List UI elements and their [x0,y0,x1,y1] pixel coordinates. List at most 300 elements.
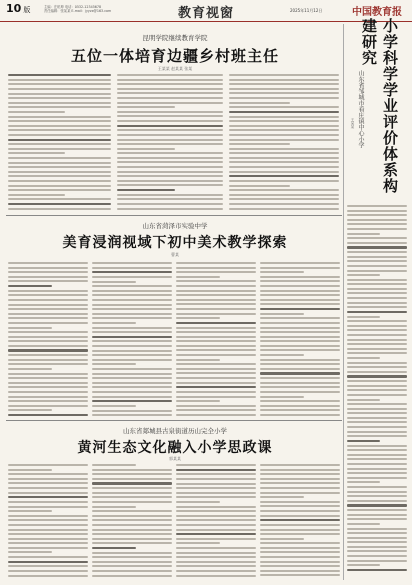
text-line [347,417,407,419]
text-line [260,492,340,494]
text-line [92,487,172,489]
text-line [347,219,407,221]
text-line [176,409,256,411]
text-line [8,148,111,150]
text-line [176,469,256,471]
text-line [176,547,256,549]
article-4-kicker: 山东省邹城市看庄镇中心小学 [357,70,364,148]
text-line [347,214,407,216]
text-line [8,267,88,269]
text-line [92,410,172,412]
text-line [260,271,304,273]
text-line [8,349,88,351]
text-line [347,509,407,511]
text-line [92,515,172,517]
text-line [347,316,380,318]
text-line [347,325,407,327]
article-1-column-1 [8,74,111,214]
text-line [229,161,339,163]
divider [343,24,344,580]
text-line [260,303,340,305]
text-line [8,208,111,210]
article-1-title: 五位一体培育边疆乡村班主任 [70,47,279,65]
text-line [8,478,88,480]
text-line [260,368,340,370]
text-line [347,504,407,506]
text-line [8,409,52,411]
text-line [260,551,340,553]
text-line [92,308,172,310]
text-line [8,331,88,333]
text-line [176,308,256,310]
text-line [260,290,340,292]
text-line [260,542,340,544]
text-line [176,299,256,301]
text-line [8,542,88,544]
text-line [347,477,407,479]
text-line [8,377,88,379]
text-line [260,299,340,301]
text-line [229,171,339,173]
text-line [260,285,340,287]
text-line [176,345,256,347]
text-line [229,106,339,108]
text-line [92,496,172,498]
text-line [260,469,340,471]
article-2-column-4 [260,262,340,417]
page-header [0,0,412,22]
text-line [92,377,172,379]
text-line [176,506,256,508]
text-line [347,283,407,285]
text-line [347,246,407,248]
text-line [347,233,380,235]
text-line [8,152,65,154]
text-line [229,120,339,122]
text-line [176,377,256,379]
text-line [176,280,256,282]
text-line [8,180,111,182]
text-line [8,271,88,273]
text-line [176,317,220,319]
text-line [117,198,223,200]
text-line [229,92,339,94]
text-line [260,322,340,324]
text-line [8,139,111,141]
text-line [8,473,88,475]
text-line [117,125,223,127]
text-line [8,400,88,402]
text-line [8,510,52,512]
text-line [176,524,256,526]
text-line [117,111,223,113]
text-line [8,575,88,577]
text-line [8,482,88,484]
text-line [260,565,340,567]
text-line [260,478,340,480]
text-line [347,270,407,272]
text-line [260,496,304,498]
text-line [92,501,172,503]
text-line [176,368,256,370]
text-line [8,198,111,200]
text-line [8,143,111,145]
text-line [347,302,407,304]
text-line [92,570,172,572]
text-line [347,399,380,401]
text-line [176,464,256,466]
text-line [347,426,407,428]
text-line [92,327,172,329]
text-line [8,501,88,503]
text-line [8,496,88,498]
text-line [347,403,407,405]
text-line [176,363,256,365]
text-line [347,343,407,345]
text-line [229,88,339,90]
text-line [92,281,136,283]
text-line [8,519,88,521]
text-line [347,352,407,354]
text-line [347,279,407,281]
text-line [347,223,407,225]
text-line [8,386,88,388]
text-line [229,74,339,76]
text-line [229,166,339,168]
text-line [117,166,223,168]
text-line [8,556,88,558]
text-line [347,514,407,516]
text-line [176,487,256,489]
text-line [229,194,339,196]
text-line [176,271,256,273]
text-line [92,542,172,544]
text-line [347,445,407,447]
text-line [92,317,172,319]
page-number: 10 版 [6,2,31,15]
text-line [176,331,256,333]
text-line [117,157,223,159]
article-1-column-2 [117,74,223,214]
text-line [347,481,380,483]
text-line [92,340,172,342]
text-line [92,299,172,301]
text-line [8,414,88,416]
text-line [347,528,407,530]
text-line [347,495,407,497]
text-line [176,533,256,535]
text-line [117,79,223,81]
text-line [176,478,256,480]
editor-info: 主编：庄乾坤 电话：0532-12345678 责任编辑：张某某 E-mail：jyyzx@163.com [44,5,112,13]
text-line [260,529,340,531]
text-line [260,313,304,315]
text-line [8,171,111,173]
article-3-byline: 郭某某 [169,456,181,461]
text-line [92,414,172,416]
text-line [347,532,407,534]
text-line [92,336,172,338]
text-line [347,550,407,552]
text-line [260,276,340,278]
text-line [8,106,111,108]
text-line [117,184,223,186]
text-line [176,336,256,338]
text-line [347,292,407,294]
text-line [8,340,88,342]
text-line [260,396,304,398]
text-line [176,565,256,567]
text-line [8,561,88,563]
text-line [117,92,223,94]
text-line [347,472,407,474]
text-line [92,290,172,292]
text-line [347,523,380,525]
text-line [92,547,136,549]
text-line [176,372,256,374]
text-line [347,251,407,253]
text-line [347,564,380,566]
text-line [260,372,340,374]
text-line [260,519,340,521]
text-line [347,385,407,387]
divider [6,420,342,421]
text-line [229,152,339,154]
text-line [8,294,88,296]
text-line [229,116,339,118]
article-2-column-1 [8,262,88,417]
text-line [8,313,88,315]
text-line [176,382,256,384]
text-line [8,506,88,508]
text-line [92,538,172,540]
text-line [8,308,88,310]
text-line [92,478,172,480]
text-line [260,377,340,379]
text-line [347,297,407,299]
text-line [92,363,136,365]
text-line [260,382,340,384]
text-line [176,354,256,356]
text-line [347,256,407,258]
text-line [8,469,52,471]
section-title: 教育视窗 [178,6,235,21]
text-line [92,506,136,508]
text-line [92,469,172,471]
text-line [8,299,88,301]
text-line [117,152,223,154]
text-line [8,547,88,549]
text-line [8,276,88,278]
text-line [92,331,172,333]
text-line [92,561,172,563]
text-line [176,519,256,521]
text-line [117,139,223,141]
text-line [229,175,339,177]
text-line [117,88,223,90]
text-line [229,203,339,205]
text-line [8,185,111,187]
text-line [8,134,111,136]
text-line [8,464,88,466]
text-line [8,317,88,319]
text-line [117,102,223,104]
text-line [347,348,407,350]
text-line [347,560,407,562]
text-line [229,97,339,99]
text-line [176,542,220,544]
text-line [260,391,340,393]
text-line [92,519,172,521]
text-line [176,529,256,531]
text-line [260,414,340,416]
text-line [176,396,256,398]
text-line [176,552,256,554]
text-line [347,311,407,313]
text-line [347,228,407,230]
text-line [92,565,172,567]
text-line [229,125,339,127]
text-line [117,148,175,150]
text-line [347,421,407,423]
text-line [117,203,223,205]
text-line [347,334,407,336]
text-line [92,359,172,361]
text-line [92,262,172,264]
text-line [8,162,111,164]
issue-date: 2025年11月12日 [290,8,323,13]
text-line [229,198,339,200]
text-line [8,487,88,489]
article-4-byline: 王某某 [351,118,355,129]
text-line [176,561,256,563]
text-line [176,496,256,498]
text-line [92,350,172,352]
text-line [8,533,88,535]
text-line [8,382,88,384]
text-line [229,148,339,150]
text-line [8,74,111,76]
text-line [8,88,111,90]
text-line [8,391,88,393]
text-line [92,492,172,494]
text-line [117,115,223,117]
text-line [229,129,339,131]
text-line [92,482,172,484]
text-line [92,373,172,375]
text-line [260,294,340,296]
text-line [92,575,172,577]
text-line [8,280,88,282]
text-line [260,386,340,388]
text-line [229,139,339,141]
text-line [8,79,111,81]
text-line [92,285,172,287]
text-line [260,327,340,329]
text-line [92,464,136,466]
text-line [176,322,256,324]
text-line [176,515,256,517]
text-line [347,431,407,433]
text-line [176,473,256,475]
text-line [92,368,172,370]
article-1-byline: 王某某 赵某某 张某 [157,66,193,71]
text-line [8,405,88,407]
text-line [260,464,340,466]
article-2-byline: 曹某 [171,252,179,257]
article-2-column-3 [176,262,256,417]
text-line [229,102,290,104]
text-line [92,552,172,554]
text-line [8,290,88,292]
text-line [347,274,380,276]
text-line [176,492,256,494]
text-line [260,538,304,540]
text-line [347,468,407,470]
text-line [260,409,340,411]
text-line [347,454,407,456]
text-line [176,340,256,342]
text-line [92,529,172,531]
text-line [229,134,339,136]
text-line [347,537,407,539]
text-line [8,363,88,365]
text-line [176,575,256,577]
masthead-logo: 中国教育报 [352,7,402,18]
text-line [176,267,256,269]
text-line [229,79,339,81]
text-line [8,538,88,540]
text-line [176,313,256,315]
text-line [117,134,223,136]
text-line [176,400,220,402]
text-line [229,111,339,113]
text-line [260,510,340,512]
text-line [347,380,407,382]
text-line [117,74,223,76]
text-line [8,565,88,567]
text-line [260,267,340,269]
text-line [8,175,111,177]
text-line [347,366,407,368]
text-line [176,262,256,264]
text-line [229,180,339,182]
text-line [176,349,256,351]
text-line [8,97,111,99]
text-line [92,405,136,407]
text-line [176,405,256,407]
text-line [347,500,407,502]
text-line [92,556,172,558]
text-line [117,106,175,108]
text-line [8,515,88,517]
text-line [260,354,304,356]
text-line [176,285,256,287]
text-line [8,194,65,196]
text-line [176,359,220,361]
text-line [8,492,88,494]
article-3-column-4 [260,464,340,580]
text-line [92,386,172,388]
text-line [260,359,340,361]
text-line [347,288,407,290]
text-line [92,276,172,278]
text-line [260,262,340,264]
text-line [347,463,407,465]
text-line [176,290,256,292]
text-line [260,547,340,549]
text-line [260,340,340,342]
